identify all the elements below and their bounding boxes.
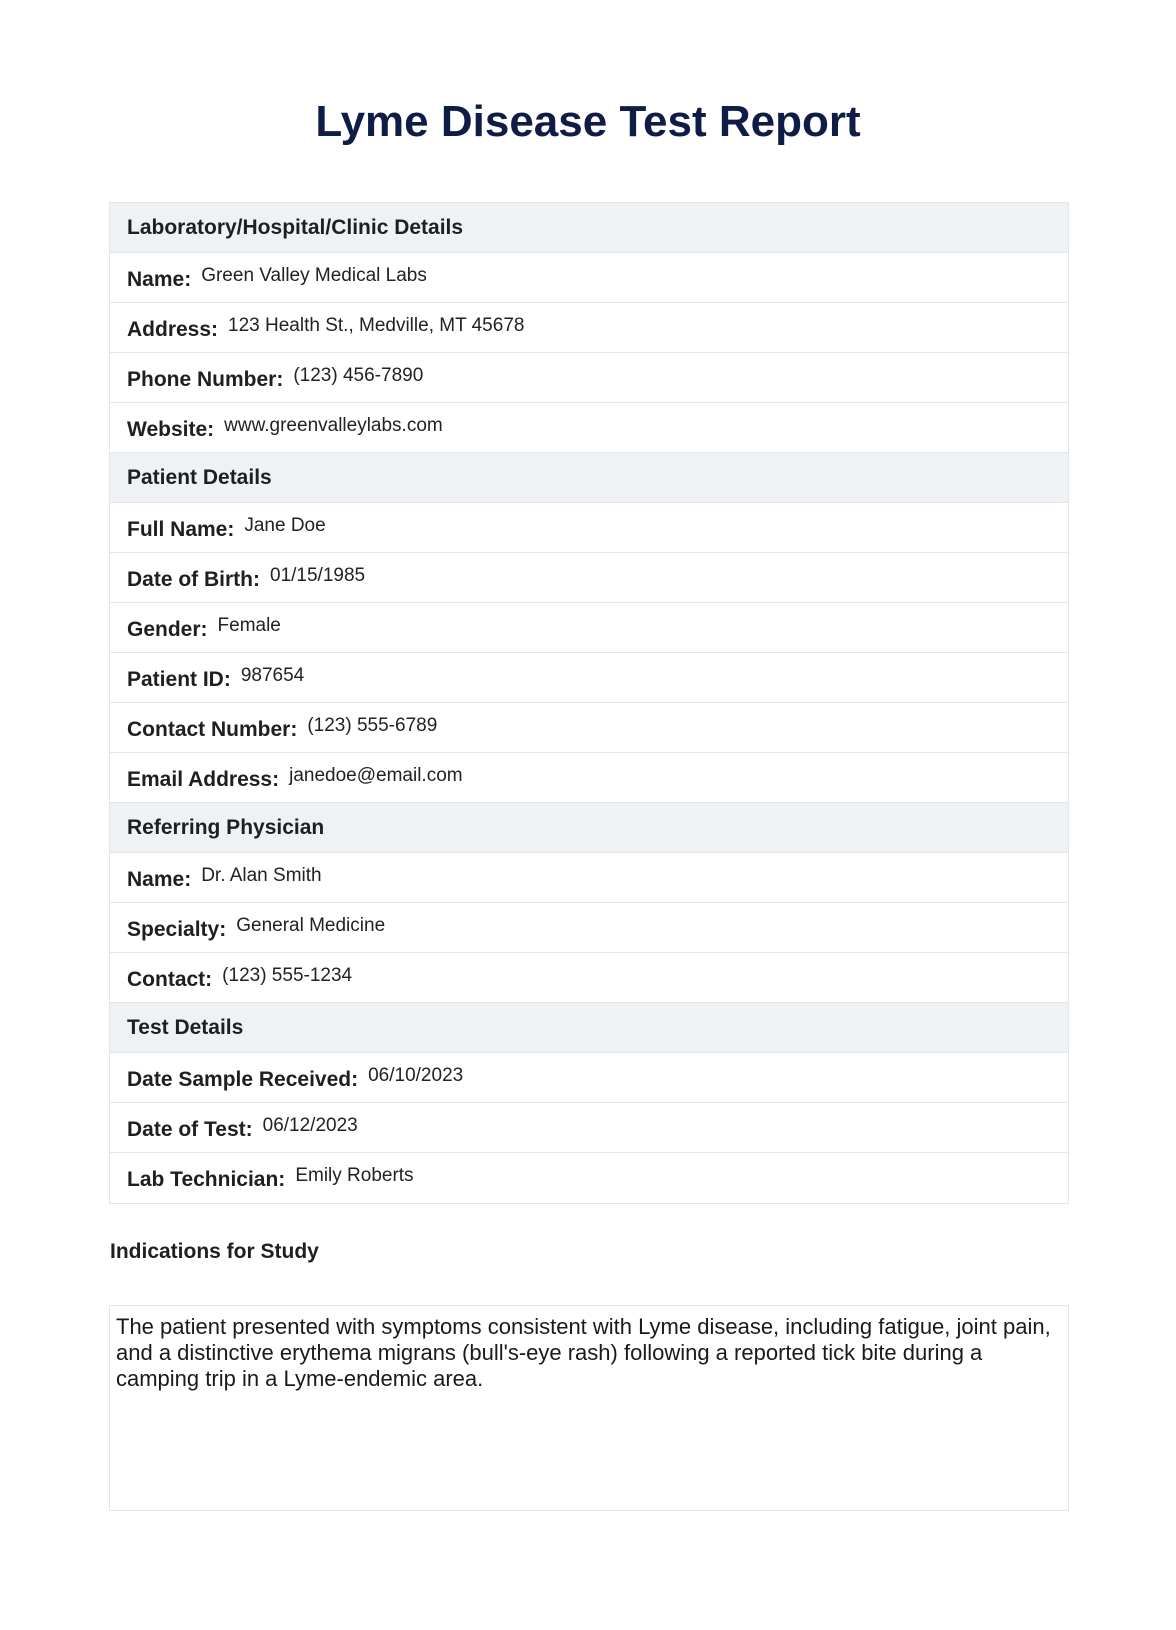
field-row-lab-technician xyxy=(110,1153,1068,1203)
field-row-patient-gender xyxy=(110,603,1068,653)
indications-box xyxy=(109,1305,1069,1511)
indications-heading: Indications for Study xyxy=(110,1240,319,1263)
field-label: Contact: xyxy=(127,967,213,991)
field-value: 123 Health St., Medville, MT 45678 xyxy=(228,314,525,336)
section-header-patient xyxy=(110,453,1068,503)
field-label: Contact Number: xyxy=(127,717,298,741)
field-value: 06/12/2023 xyxy=(262,1114,358,1136)
field-value: Green Valley Medical Labs xyxy=(201,264,427,286)
field-row-patient-dob xyxy=(110,553,1068,603)
field-label: Name: xyxy=(127,867,192,891)
section-title: Referring Physician xyxy=(127,815,325,839)
field-value: (123) 456-7890 xyxy=(293,364,424,386)
field-row-lab-name xyxy=(110,253,1068,303)
field-value: Jane Doe xyxy=(244,514,326,536)
field-row-lab-website xyxy=(110,403,1068,453)
field-value: Emily Roberts xyxy=(295,1165,414,1186)
field-row-patient-name xyxy=(110,503,1068,553)
field-value: www.greenvalleylabs.com xyxy=(224,414,443,436)
field-label: Gender: xyxy=(127,617,208,641)
field-label: Website: xyxy=(127,417,215,441)
field-row-physician-contact xyxy=(110,953,1068,1003)
field-row-physician-name xyxy=(110,853,1068,903)
field-row-patient-contact xyxy=(110,703,1068,753)
field-value: Female xyxy=(217,614,281,636)
field-label: Email Address: xyxy=(127,767,280,791)
indications-text: The patient presented with symptoms consistent with Lyme disease, including fatigue, joint pain, and a distinctive erythema migrans (bull's-eye rash) following a reported tick bite during a camping trip in a Lyme-endemic area. xyxy=(116,1314,1051,1391)
field-row-patient-email xyxy=(110,753,1068,803)
field-label: Address: xyxy=(127,317,219,341)
field-row-physician-specialty xyxy=(110,903,1068,953)
field-label: Full Name: xyxy=(127,517,235,541)
field-row-lab-phone xyxy=(110,353,1068,403)
details-table xyxy=(109,202,1069,1204)
section-title: Laboratory/Hospital/Clinic Details xyxy=(127,215,464,239)
field-label: Lab Technician: xyxy=(127,1168,286,1191)
section-header-physician xyxy=(110,803,1068,853)
field-value: Dr. Alan Smith xyxy=(201,864,322,886)
field-row-patient-id xyxy=(110,653,1068,703)
field-label: Date Sample Received: xyxy=(127,1067,359,1091)
field-row-sample-received xyxy=(110,1053,1068,1103)
field-row-test-date xyxy=(110,1103,1068,1153)
field-row-lab-address xyxy=(110,303,1068,353)
field-value: janedoe@email.com xyxy=(289,764,463,786)
field-value: 987654 xyxy=(240,664,305,686)
field-label: Specialty: xyxy=(127,917,227,941)
section-title: Patient Details xyxy=(127,465,272,489)
section-header-laboratory xyxy=(110,203,1068,253)
section-header-test xyxy=(110,1003,1068,1053)
field-value: General Medicine xyxy=(236,914,386,936)
section-title: Test Details xyxy=(127,1015,244,1039)
report-title: Lyme Disease Test Report xyxy=(315,97,861,146)
field-label: Phone Number: xyxy=(127,367,284,391)
field-label: Date of Birth: xyxy=(127,567,260,591)
field-value: 01/15/1985 xyxy=(270,564,366,586)
field-value: (123) 555-1234 xyxy=(222,964,353,986)
field-label: Date of Test: xyxy=(127,1117,253,1141)
field-value: 06/10/2023 xyxy=(368,1064,464,1086)
field-label: Patient ID: xyxy=(127,667,231,691)
field-label: Name: xyxy=(127,267,192,291)
field-value: (123) 555-6789 xyxy=(307,714,438,736)
